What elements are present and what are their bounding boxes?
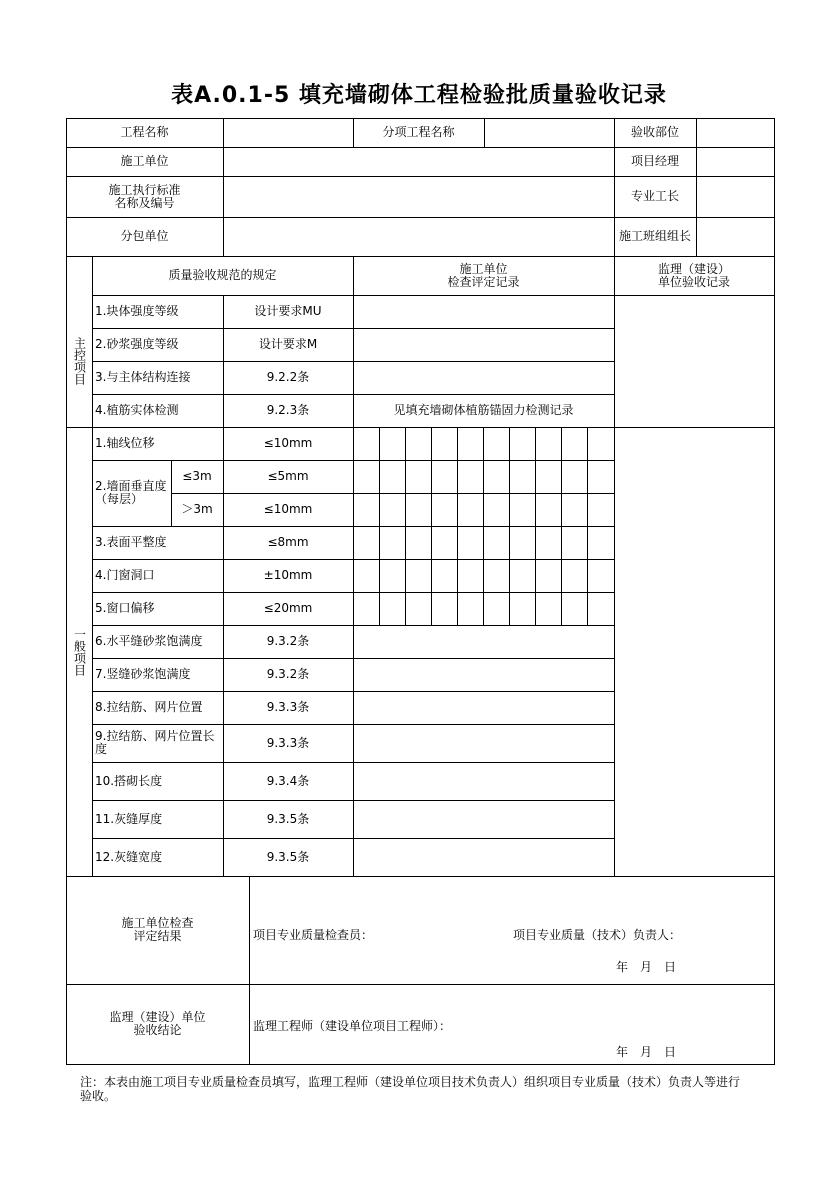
general-supervision-field[interactable] [614, 427, 774, 876]
construction-result-date[interactable]: 年 月 日 [615, 959, 676, 974]
grid-line [457, 427, 458, 626]
general-req-6: 9.3.2条 [266, 634, 310, 648]
general-items-group-label: 一般项目 [72, 627, 87, 676]
general-req-2b: ≤10mm [263, 502, 313, 516]
general-item-4: 4.门窗洞口 [95, 568, 155, 582]
project-manager-field[interactable] [696, 147, 774, 176]
grid-line [561, 427, 562, 626]
foreman-field[interactable] [696, 176, 774, 217]
acceptance-part-label: 验收部位 [630, 125, 679, 139]
general-record-11[interactable] [353, 800, 614, 838]
general-record-9[interactable] [353, 724, 614, 762]
project-name-field[interactable] [223, 118, 353, 147]
project-manager-label: 项目经理 [630, 154, 679, 168]
grid-line [774, 118, 775, 1065]
main-req-3: 9.2.2条 [266, 370, 310, 384]
construction-result-label-line2: 评定结果 [133, 929, 182, 943]
supervision-result-date[interactable]: 年 月 日 [615, 1044, 676, 1059]
general-req-1: ≤10mm [263, 436, 313, 450]
supervision-engineer-signature[interactable]: 监理工程师（建设单位项目工程师）： [253, 1018, 452, 1033]
foreman-label: 专业工长 [630, 189, 679, 203]
general-req-5: ≤20mm [263, 601, 313, 615]
standard-label [66, 176, 223, 217]
subcontractor-field[interactable] [223, 217, 614, 256]
project-name-label: 工程名称 [120, 125, 169, 139]
general-req-7: 9.3.2条 [266, 667, 310, 681]
grid-line [431, 427, 432, 626]
general-req-2a: ≤5mm [267, 469, 309, 483]
main-item-2: 2.砂浆强度等级 [95, 337, 179, 351]
construction-unit-label: 施工单位 [120, 154, 169, 168]
general-req-3: ≤8mm [267, 535, 309, 549]
general-item-9: 9.拉结筋、网片位置长度 [95, 729, 215, 756]
general-req-8: 9.3.3条 [266, 700, 310, 714]
main-items-group-label: 主控项目 [72, 337, 87, 385]
grid-line [535, 427, 536, 626]
general-record-12[interactable] [353, 838, 614, 876]
general-record-7[interactable] [353, 658, 614, 691]
supervision-record-header [614, 256, 774, 295]
main-supervision-field[interactable] [614, 295, 774, 427]
general-item-3: 3.表面平整度 [95, 535, 167, 549]
general-item-12: 12.灰缝宽度 [95, 849, 163, 864]
supervision-record-header-line2: 单位验收记录 [657, 274, 730, 289]
grid-line [509, 427, 510, 626]
construction-record-header-line2: 检查评定记录 [447, 274, 520, 289]
supervision-record-header-line1: 监理（建设） [657, 261, 730, 276]
standard-label-line2: 名称及编号 [114, 195, 175, 210]
main-record-2[interactable] [353, 328, 614, 361]
team-leader-label: 施工班组组长 [618, 229, 691, 243]
general-item-2-sub2: ＞3m [181, 502, 213, 516]
main-req-1: 设计要求MU [254, 304, 322, 318]
construction-result-label [66, 876, 249, 984]
main-req-2: 设计要求M [258, 337, 318, 351]
sub-project-field[interactable] [484, 118, 614, 147]
general-record-8[interactable] [353, 691, 614, 724]
supervision-result-label [66, 984, 249, 1064]
footnote: 注：本表由施工项目专业质量检查员填写，监理工程师（建设单位项目技术负责人）组织项目专业质量（技术）负责人等进行验收。 [80, 1075, 741, 1103]
general-item-2: 2.墙面垂直度（每层） [95, 479, 167, 506]
standard-field[interactable] [223, 176, 614, 217]
standard-label-line1: 施工执行标准 [108, 182, 181, 197]
team-leader-field[interactable] [696, 217, 774, 256]
quality-lead-signature[interactable]: 项目专业质量（技术）负责人： [513, 927, 682, 942]
general-item-6: 6.水平缝砂浆饱满度 [95, 634, 203, 648]
construction-record-header [353, 256, 614, 295]
construction-result-label-line1: 施工单位检查 [121, 916, 194, 930]
main-item-4: 4.植筋实体检测 [95, 403, 179, 417]
spec-column-header: 质量验收规范的规定 [168, 268, 277, 282]
main-record-3[interactable] [353, 361, 614, 394]
general-item-7: 7.竖缝砂浆饱满度 [95, 667, 191, 681]
grid-line [379, 427, 380, 626]
grid-line [587, 427, 588, 626]
general-record-10[interactable] [353, 762, 614, 800]
main-item-1: 1.块体强度等级 [95, 304, 179, 318]
general-item-5: 5.窗口偏移 [95, 601, 155, 615]
general-req-10: 9.3.4条 [266, 773, 310, 788]
general-item-10: 10.搭砌长度 [95, 773, 163, 788]
general-req-12: 9.3.5条 [266, 849, 310, 864]
general-record-6[interactable] [353, 625, 614, 658]
grid-line [249, 876, 250, 1065]
general-item-11: 11.灰缝厚度 [95, 811, 163, 826]
main-record-1[interactable] [353, 295, 614, 328]
acceptance-part-field[interactable] [696, 118, 774, 147]
construction-unit-field[interactable] [223, 147, 614, 176]
page-title: 表A.0.1-5 填充墙砌体工程检验批质量验收记录 [171, 83, 667, 108]
supervision-result-label-line2: 验收结论 [133, 1023, 182, 1037]
general-item-2-sub1: ≤3m [182, 469, 212, 483]
quality-inspector-signature[interactable]: 项目专业质量检查员： [253, 927, 374, 942]
subcontractor-label: 分包单位 [120, 229, 169, 243]
main-item-3: 3.与主体结构连接 [95, 370, 191, 384]
general-item-1: 1.轴线位移 [95, 436, 155, 450]
supervision-result-label-line1: 监理（建设）单位 [109, 1010, 206, 1024]
general-req-11: 9.3.5条 [266, 811, 310, 826]
general-req-9: 9.3.3条 [266, 735, 310, 750]
grid-line [405, 427, 406, 626]
construction-record-header-line1: 施工单位 [459, 261, 508, 276]
main-record-4[interactable]: 见填充墙砌体植筋锚固力检测记录 [393, 403, 574, 417]
general-item-8: 8.拉结筋、网片位置 [95, 700, 203, 714]
sub-project-label: 分项工程名称 [382, 125, 455, 139]
main-req-4: 9.2.3条 [266, 403, 310, 417]
grid-line [483, 427, 484, 626]
general-req-4: ±10mm [263, 568, 313, 582]
grid-line [66, 1064, 775, 1065]
